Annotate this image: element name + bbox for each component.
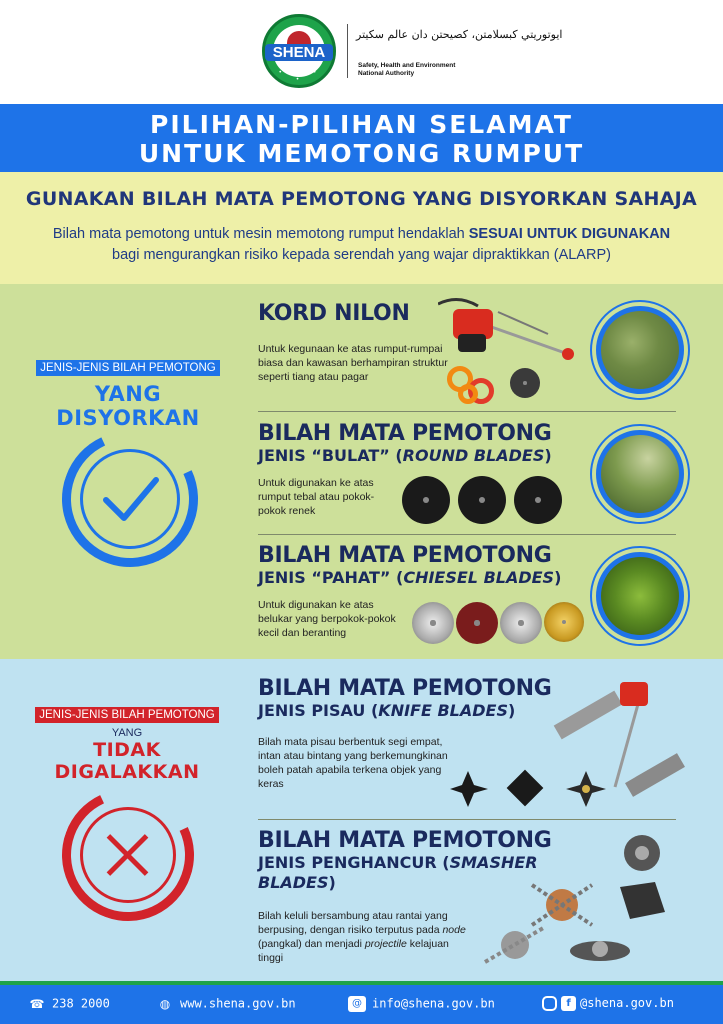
org-line-2: National Authority xyxy=(358,70,415,77)
item-title: KORD NILON xyxy=(258,301,410,326)
facebook-icon: f xyxy=(561,996,576,1011)
shena-logo xyxy=(262,14,336,88)
recommended-heading: YANG DISYORKAN xyxy=(56,382,200,430)
discouraged-heading: TIDAK DIGALAKKAN xyxy=(54,739,200,783)
page-title xyxy=(0,104,723,172)
trimmer-head-icon xyxy=(510,368,540,398)
item-title: BILAH MATA PEMOTONG xyxy=(258,676,552,701)
item-desc: Bilah keluli bersambung atau rantai yang berpusing, dengan risiko terputus pada node (pangkal) dan menjadi projectile kelajuan tinggi xyxy=(258,910,466,964)
chisel-blade-icon xyxy=(500,602,542,644)
star-blade-icons xyxy=(448,767,608,809)
divider xyxy=(258,411,676,412)
check-icon xyxy=(100,470,160,530)
nylon-spool-icon xyxy=(458,384,478,404)
item-subtitle: JENIS “BULAT” (ROUND BLADES) xyxy=(258,446,552,465)
item-subtitle: JENIS “PAHAT” (CHIESEL BLADES) xyxy=(258,568,562,587)
brush-cutter-image xyxy=(438,294,578,364)
header xyxy=(0,0,723,104)
discouraged-tag: JENIS-JENIS BILAH PEMOTONG xyxy=(35,707,219,723)
item-desc: Bilah mata pisau berbentuk segi empat, intan atau bintang yang berkemungkinan boleh patah apabila terkena objek yang keras xyxy=(258,736,448,790)
email-icon: @ xyxy=(348,996,366,1012)
divider xyxy=(258,819,676,820)
footer xyxy=(0,985,723,1024)
recommended-tag: JENIS-JENIS BILAH PEMOTONG xyxy=(36,360,220,376)
item-title: BILAH MATA PEMOTONG xyxy=(258,421,552,446)
jawi-org-name: ايوتوريتي كبسلامتن، كصيحتن دان عالم سكيتر xyxy=(356,28,563,41)
globe-icon: ◍ xyxy=(159,997,171,1011)
item-title: BILAH MATA PEMOTONG xyxy=(258,828,552,853)
divider xyxy=(258,534,676,535)
shrub-photo xyxy=(596,552,684,640)
thick-grass-photo xyxy=(596,430,684,518)
logo-dots: • • • • • xyxy=(278,69,320,83)
discouraged-small: YANG xyxy=(111,727,143,739)
footer-email[interactable]: @ info@shena.gov.bn xyxy=(348,996,495,1012)
intro-text: Bilah mata pemotong untuk mesin memotong rumput hendaklah SESUAI UNTUK DIGUNAKAN bagi mengurangkan risiko kepada serendah yang wajar dipraktikkan (ALARP) xyxy=(52,226,671,263)
item-subtitle: JENIS PENGHANCUR (SMASHER BLADES) xyxy=(258,853,538,892)
recommended-section xyxy=(0,284,723,659)
item-desc: Untuk digunakan ke atas belukar yang berpokok-pokok kecil dan beranting xyxy=(258,599,396,639)
smasher-blade-image xyxy=(470,827,675,977)
intro-heading: GUNAKAN BILAH MATA PEMOTONG YANG DISYORKAN SAHAJA xyxy=(25,188,698,210)
org-line-1: Safety, Health and Environment xyxy=(358,62,456,69)
intro-section xyxy=(0,172,723,284)
round-blade-icon xyxy=(458,476,506,524)
title-line-2: UNTUK MEMOTONG RUMPUT xyxy=(138,139,585,168)
recommended-label xyxy=(28,356,228,430)
footer-social[interactable]: f @shena.gov.bn xyxy=(542,996,674,1011)
item-title: BILAH MATA PEMOTONG xyxy=(258,543,552,568)
item-desc: Untuk digunakan ke atas rumput tebal atau pokok-pokok renek xyxy=(258,477,375,517)
logo-text: SHENA xyxy=(265,44,333,61)
chisel-blade-icon xyxy=(412,602,454,644)
org-name xyxy=(358,62,455,78)
discouraged-section xyxy=(0,659,723,981)
discouraged-label xyxy=(22,703,232,783)
grass-photo xyxy=(596,306,684,394)
chisel-blade-icon xyxy=(456,602,498,644)
cross-icon xyxy=(103,830,153,880)
footer-phone[interactable]: ☎ 238 2000 xyxy=(29,996,110,1011)
item-desc: Untuk kegunaan ke atas rumput-rumpai biasa dan kawasan berhampiran struktur seperti tiang atau pagar xyxy=(258,343,448,383)
logo-divider xyxy=(347,24,348,78)
round-blade-icon xyxy=(514,476,562,524)
item-subtitle: JENIS PISAU (KNIFE BLADES) xyxy=(258,701,516,720)
instagram-icon xyxy=(542,996,557,1011)
chisel-blade-icon xyxy=(544,602,584,642)
phone-icon: ☎ xyxy=(29,997,45,1011)
title-line-1: PILIHAN-PILIHAN SELAMAT xyxy=(150,110,573,139)
footer-website[interactable]: ◍ www.shena.gov.bn xyxy=(156,996,296,1012)
round-blade-icon xyxy=(402,476,450,524)
